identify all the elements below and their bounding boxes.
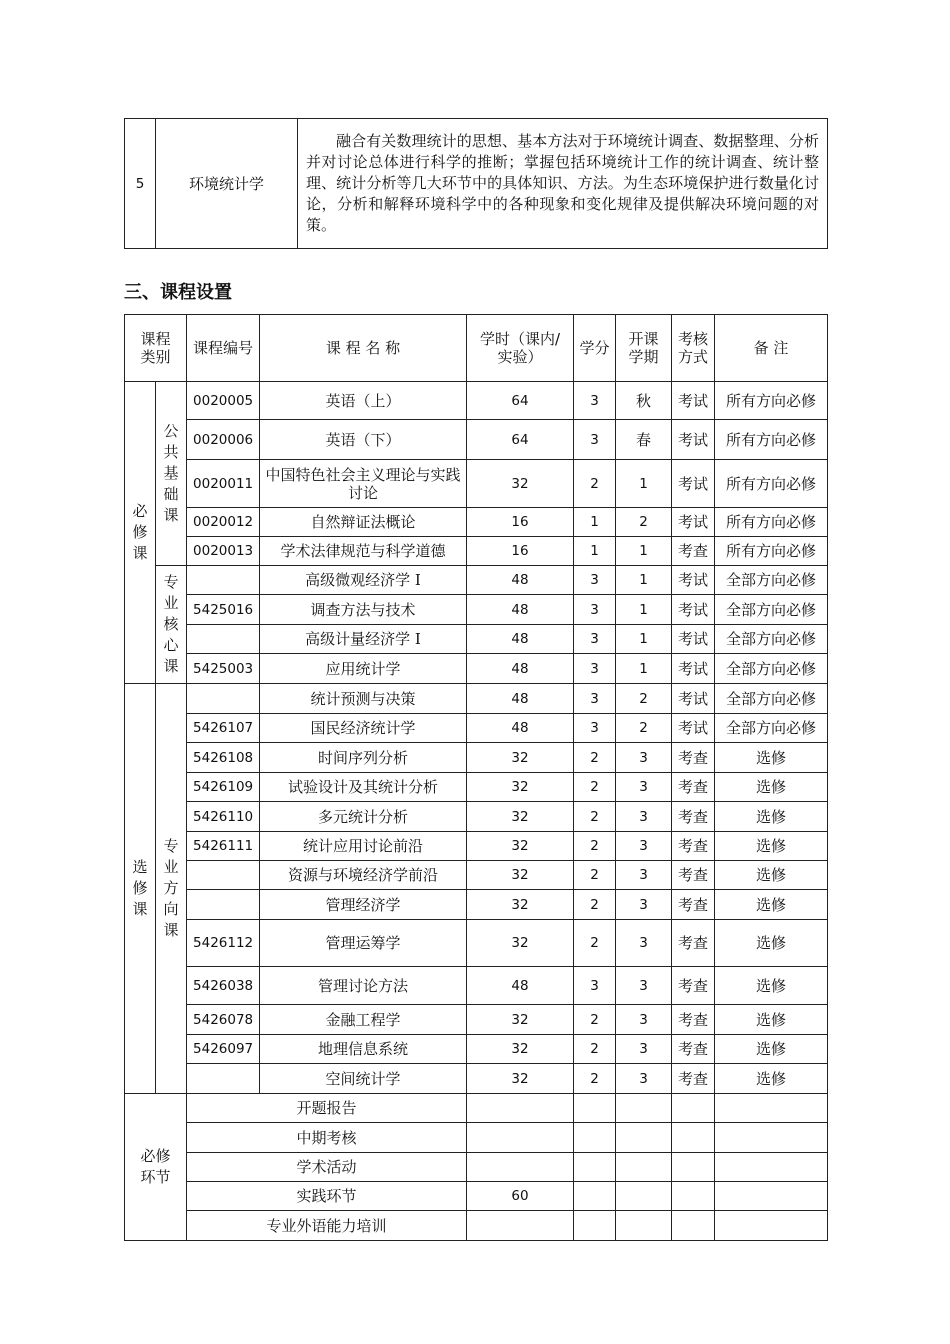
- course-credits: 3: [574, 566, 616, 595]
- header-semester: [616, 315, 672, 382]
- course-hours: 32: [467, 1064, 574, 1094]
- course-assessment: 考查: [672, 743, 715, 773]
- course-remarks: 选修: [715, 832, 828, 861]
- course-semester: 2: [616, 714, 672, 743]
- course-assessment: 考查: [672, 1035, 715, 1064]
- course-credits: 1: [574, 537, 616, 566]
- table-row: [125, 684, 828, 714]
- link-remarks-empty: [715, 1182, 828, 1211]
- course-remarks: 选修: [715, 1035, 828, 1064]
- course-remarks: 选修: [715, 861, 828, 890]
- course-name: 管理讨论方法: [260, 967, 467, 1005]
- course-assessment: 考试: [672, 460, 715, 508]
- course-assessment: 考查: [672, 920, 715, 967]
- link-row: [125, 1211, 828, 1241]
- course-name: 时间序列分析: [260, 743, 467, 773]
- table-row: [125, 420, 828, 460]
- row-index: 5: [125, 119, 156, 249]
- table-row: [125, 508, 828, 537]
- course-remarks: 选修: [715, 967, 828, 1005]
- group-core: 专业核心课: [156, 566, 187, 684]
- course-semester: 春: [616, 420, 672, 460]
- course-remarks: 全部方向必修: [715, 684, 828, 714]
- link-assessment-empty: [672, 1094, 715, 1123]
- table-row: [125, 382, 828, 420]
- course-code: [187, 684, 260, 714]
- course-code: 5426112: [187, 920, 260, 967]
- course-credits: 2: [574, 890, 616, 920]
- course-table: [124, 314, 828, 1241]
- link-credits-empty: [574, 1182, 616, 1211]
- course-hours: 32: [467, 832, 574, 861]
- course-description: 融合有关数理统计的思想、基本方法对于环境统计调查、数据整理、分析并对讨论总体进行科学的推断；掌握包括环境统计工作的统计调查、统计整理、统计分析等几大环节中的具体知识、方法。为生态环境保护进行数量化讨论，分析和解释环境科学中的各种现象和变化规律及提供解决环境问题的对策。: [298, 119, 828, 249]
- link-semester-empty: [616, 1182, 672, 1211]
- group-public-basic: 公共基础课: [156, 382, 187, 566]
- course-semester: 1: [616, 460, 672, 508]
- table-row: [125, 967, 828, 1005]
- course-name: 金融工程学: [260, 1005, 467, 1035]
- course-credits: 3: [574, 654, 616, 684]
- course-code: [187, 625, 260, 654]
- header-assessment: [672, 315, 715, 382]
- course-name: 统计应用讨论前沿: [260, 832, 467, 861]
- course-name: 资源与环境经济学前沿: [260, 861, 467, 890]
- course-assessment: 考试: [672, 420, 715, 460]
- header-credits: 学分: [574, 315, 616, 382]
- course-code: [187, 861, 260, 890]
- course-hours: 32: [467, 890, 574, 920]
- header-name: 课 程 名 称: [260, 315, 467, 382]
- course-name: 学术法律规范与科学道德: [260, 537, 467, 566]
- course-credits: 3: [574, 967, 616, 1005]
- course-credits: 2: [574, 1064, 616, 1094]
- link-row: [125, 1123, 828, 1153]
- header-hours-text: 学时（课内/实验）: [479, 330, 561, 366]
- course-credits: 2: [574, 743, 616, 773]
- course-hours: 32: [467, 1005, 574, 1035]
- link-remarks-empty: [715, 1153, 828, 1182]
- course-credits: 2: [574, 832, 616, 861]
- course-name: 管理运筹学: [260, 920, 467, 967]
- course-name: 多元统计分析: [260, 802, 467, 832]
- course-assessment: 考试: [672, 382, 715, 420]
- course-semester: 3: [616, 1005, 672, 1035]
- table-row: [125, 802, 828, 832]
- course-code: 0020012: [187, 508, 260, 537]
- course-name: 调查方法与技术: [260, 595, 467, 625]
- course-name: 英语（下）: [260, 420, 467, 460]
- link-row: [125, 1153, 828, 1182]
- link-semester-empty: [616, 1153, 672, 1182]
- course-hours: 32: [467, 743, 574, 773]
- link-name: 学术活动: [187, 1153, 467, 1182]
- course-semester: 1: [616, 654, 672, 684]
- course-assessment: 考查: [672, 1064, 715, 1094]
- course-assessment: 考查: [672, 1005, 715, 1035]
- course-assessment: 考试: [672, 625, 715, 654]
- course-hours: 32: [467, 802, 574, 832]
- table-row: [125, 861, 828, 890]
- link-credits-empty: [574, 1123, 616, 1153]
- course-semester: 1: [616, 566, 672, 595]
- header-category-text: 课程类别: [140, 330, 171, 366]
- course-name: 中国特色社会主义理论与实践讨论: [260, 460, 467, 508]
- course-remarks: 全部方向必修: [715, 625, 828, 654]
- table-row: [125, 832, 828, 861]
- link-semester-empty: [616, 1123, 672, 1153]
- course-semester: 3: [616, 832, 672, 861]
- table-row: [125, 566, 828, 595]
- course-remarks: 全部方向必修: [715, 714, 828, 743]
- course-hours: 48: [467, 684, 574, 714]
- course-code: 0020011: [187, 460, 260, 508]
- course-remarks: 全部方向必修: [715, 566, 828, 595]
- table-row: [125, 460, 828, 508]
- course-assessment: 考试: [672, 654, 715, 684]
- course-name: 高级计量经济学 I: [260, 625, 467, 654]
- course-credits: 1: [574, 508, 616, 537]
- table-row: [125, 625, 828, 654]
- course-assessment: 考试: [672, 684, 715, 714]
- course-code: 0020013: [187, 537, 260, 566]
- course-remarks: 所有方向必修: [715, 460, 828, 508]
- header-category: [125, 315, 187, 382]
- course-remarks: 选修: [715, 743, 828, 773]
- course-credits: 2: [574, 861, 616, 890]
- link-hours: [467, 1153, 574, 1182]
- course-remarks: 所有方向必修: [715, 420, 828, 460]
- header-row: [125, 315, 828, 382]
- course-semester: 1: [616, 537, 672, 566]
- course-hours: 64: [467, 420, 574, 460]
- course-hours: 32: [467, 460, 574, 508]
- course-name: 自然辩证法概论: [260, 508, 467, 537]
- course-credits: 3: [574, 382, 616, 420]
- course-name: 应用统计学: [260, 654, 467, 684]
- link-remarks-empty: [715, 1211, 828, 1241]
- course-assessment: 考试: [672, 595, 715, 625]
- course-semester: 3: [616, 861, 672, 890]
- course-semester: 3: [616, 890, 672, 920]
- description-row: [125, 119, 828, 249]
- course-name: 统计预测与决策: [260, 684, 467, 714]
- table-row: [125, 654, 828, 684]
- table-row: [125, 920, 828, 967]
- table-row: [125, 595, 828, 625]
- course-code: [187, 1064, 260, 1094]
- link-credits-empty: [574, 1153, 616, 1182]
- course-assessment: 考试: [672, 508, 715, 537]
- course-assessment: 考查: [672, 802, 715, 832]
- table-row: [125, 537, 828, 566]
- table-row: [125, 714, 828, 743]
- course-name: 国民经济统计学: [260, 714, 467, 743]
- course-hours: 32: [467, 773, 574, 802]
- link-remarks-empty: [715, 1094, 828, 1123]
- course-credits: 3: [574, 420, 616, 460]
- course-name: 试验设计及其统计分析: [260, 773, 467, 802]
- course-semester: 秋: [616, 382, 672, 420]
- course-semester: 3: [616, 773, 672, 802]
- course-remarks: 选修: [715, 1064, 828, 1094]
- link-semester-empty: [616, 1211, 672, 1241]
- course-code: 5426038: [187, 967, 260, 1005]
- link-hours: [467, 1094, 574, 1123]
- link-hours: 60: [467, 1182, 574, 1211]
- course-credits: 2: [574, 920, 616, 967]
- course-hours: 48: [467, 595, 574, 625]
- course-hours: 48: [467, 967, 574, 1005]
- course-hours: 48: [467, 566, 574, 595]
- link-name: 实践环节: [187, 1182, 467, 1211]
- table-row: [125, 1035, 828, 1064]
- link-semester-empty: [616, 1094, 672, 1123]
- course-code: 5426097: [187, 1035, 260, 1064]
- group-required: 必修课: [125, 382, 156, 684]
- course-remarks: 选修: [715, 802, 828, 832]
- course-hours: 32: [467, 861, 574, 890]
- group-required-links: 必修环节: [125, 1094, 187, 1241]
- course-semester: 3: [616, 1064, 672, 1094]
- course-hours: 64: [467, 382, 574, 420]
- course-hours: 16: [467, 508, 574, 537]
- course-remarks: 选修: [715, 920, 828, 967]
- group-elective: 选修课: [125, 684, 156, 1094]
- course-code: 5425016: [187, 595, 260, 625]
- course-remarks: 所有方向必修: [715, 508, 828, 537]
- course-name: 管理经济学: [260, 890, 467, 920]
- course-credits: 3: [574, 625, 616, 654]
- course-hours: 16: [467, 537, 574, 566]
- link-assessment-empty: [672, 1123, 715, 1153]
- course-description-table: [124, 118, 828, 249]
- course-assessment: 考试: [672, 714, 715, 743]
- link-row: [125, 1182, 828, 1211]
- course-semester: 2: [616, 508, 672, 537]
- link-assessment-empty: [672, 1211, 715, 1241]
- course-code: 0020006: [187, 420, 260, 460]
- header-assessment-text: 考核方式: [678, 330, 709, 366]
- course-credits: 3: [574, 595, 616, 625]
- course-remarks: 所有方向必修: [715, 537, 828, 566]
- course-hours: 48: [467, 625, 574, 654]
- course-name: 环境统计学: [156, 119, 298, 249]
- course-assessment: 考查: [672, 861, 715, 890]
- course-code: 0020005: [187, 382, 260, 420]
- course-code: 5426109: [187, 773, 260, 802]
- link-row: [125, 1094, 828, 1123]
- course-name: 地理信息系统: [260, 1035, 467, 1064]
- course-remarks: 全部方向必修: [715, 595, 828, 625]
- course-credits: 2: [574, 802, 616, 832]
- course-code: 5426078: [187, 1005, 260, 1035]
- table-row: [125, 1005, 828, 1035]
- course-credits: 2: [574, 460, 616, 508]
- course-name: 空间统计学: [260, 1064, 467, 1094]
- link-name: 开题报告: [187, 1094, 467, 1123]
- course-assessment: 考查: [672, 890, 715, 920]
- course-semester: 3: [616, 743, 672, 773]
- link-hours: [467, 1211, 574, 1241]
- course-credits: 3: [574, 684, 616, 714]
- header-code: 课程编号: [187, 315, 260, 382]
- link-name: 中期考核: [187, 1123, 467, 1153]
- course-code: [187, 890, 260, 920]
- header-remarks: 备 注: [715, 315, 828, 382]
- course-credits: 2: [574, 773, 616, 802]
- course-name: 英语（上）: [260, 382, 467, 420]
- course-code: 5426110: [187, 802, 260, 832]
- course-assessment: 考查: [672, 832, 715, 861]
- course-remarks: 全部方向必修: [715, 654, 828, 684]
- section-title: 三、课程设置: [124, 282, 232, 303]
- group-direction: 专业方向课: [156, 684, 187, 1094]
- course-assessment: 考查: [672, 773, 715, 802]
- course-name: 高级微观经济学 I: [260, 566, 467, 595]
- link-credits-empty: [574, 1211, 616, 1241]
- course-code: 5425003: [187, 654, 260, 684]
- course-semester: 1: [616, 595, 672, 625]
- course-code: 5426107: [187, 714, 260, 743]
- link-assessment-empty: [672, 1182, 715, 1211]
- table-row: [125, 890, 828, 920]
- course-code: 5426108: [187, 743, 260, 773]
- course-semester: 3: [616, 920, 672, 967]
- link-name: 专业外语能力培训: [187, 1211, 467, 1241]
- header-hours: [467, 315, 574, 382]
- course-remarks: 选修: [715, 890, 828, 920]
- course-credits: 2: [574, 1005, 616, 1035]
- course-hours: 48: [467, 654, 574, 684]
- course-code: 5426111: [187, 832, 260, 861]
- link-hours: [467, 1123, 574, 1153]
- course-credits: 3: [574, 714, 616, 743]
- course-credits: 2: [574, 1035, 616, 1064]
- link-remarks-empty: [715, 1123, 828, 1153]
- course-semester: 3: [616, 802, 672, 832]
- course-remarks: 选修: [715, 773, 828, 802]
- course-hours: 48: [467, 714, 574, 743]
- link-credits-empty: [574, 1094, 616, 1123]
- course-semester: 3: [616, 1035, 672, 1064]
- course-remarks: 选修: [715, 1005, 828, 1035]
- course-semester: 3: [616, 967, 672, 1005]
- course-semester: 1: [616, 625, 672, 654]
- course-hours: 32: [467, 920, 574, 967]
- course-assessment: 考查: [672, 537, 715, 566]
- course-hours: 32: [467, 1035, 574, 1064]
- header-semester-text: 开课学期: [628, 330, 659, 366]
- course-code: [187, 566, 260, 595]
- table-row: [125, 773, 828, 802]
- course-assessment: 考查: [672, 967, 715, 1005]
- course-remarks: 所有方向必修: [715, 382, 828, 420]
- course-semester: 2: [616, 684, 672, 714]
- table-row: [125, 1064, 828, 1094]
- course-assessment: 考试: [672, 566, 715, 595]
- table-row: [125, 743, 828, 773]
- link-assessment-empty: [672, 1153, 715, 1182]
